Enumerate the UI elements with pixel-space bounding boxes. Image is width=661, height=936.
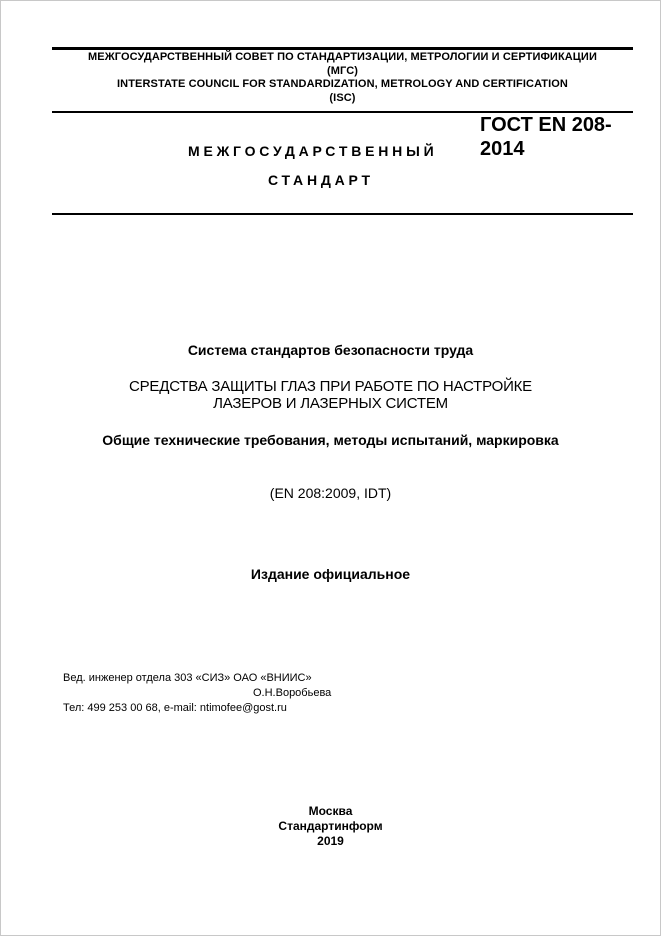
contact-note-line3: Тел: 499 253 00 68, e-mail: ntimofee@gost.ru (63, 702, 287, 714)
standard-type-line2: СТАНДАРТ (268, 172, 374, 188)
en-reference: (EN 208:2009, IDT) (269, 485, 392, 501)
imprint-publisher: Стандартинформ (278, 819, 383, 833)
imprint (0, 804, 661, 849)
standard-number-line1: ГОСТ EN 208- (480, 114, 612, 136)
lower-rule (52, 213, 633, 215)
standard-number (480, 113, 640, 161)
council-name-en: INTERSTATE COUNCIL FOR STANDARDIZATION, METROLOGY AND CERTIFICATION (117, 78, 568, 90)
council-abbr-en: (ISC) (329, 91, 356, 104)
top-rule (52, 47, 633, 50)
main-title-line1: СРЕДСТВА ЗАЩИТЫ ГЛАЗ ПРИ РАБОТЕ ПО НАСТРОЙКЕ (129, 378, 532, 395)
standard-type (188, 137, 437, 195)
contact-note-line2: О.Н.Воробьева (253, 687, 332, 699)
system-title: Система стандартов безопасности труда (187, 342, 474, 358)
imprint-year: 2019 (317, 834, 344, 848)
imprint-city: Москва (308, 804, 353, 818)
contact-note-line1: Вед. инженер отдела 303 «СИЗ» ОАО «ВНИИС» (63, 672, 312, 684)
council-header (52, 51, 633, 105)
contact-note (63, 671, 383, 716)
main-title-line2: ЛАЗЕРОВ И ЛАЗЕРНЫХ СИСТЕМ (213, 395, 448, 412)
council-abbr-ru: (МГС) (326, 64, 359, 77)
subtitle: Общие технические требования, методы испытаний, маркировка (102, 432, 559, 448)
standard-type-line1: МЕЖГОСУДАРСТВЕННЫЙ (188, 143, 438, 159)
council-name-ru: МЕЖГОСУДАРСТВЕННЫЙ СОВЕТ ПО СТАНДАРТИЗАЦИИ, МЕТРОЛОГИИ И СЕРТИФИКАЦИИ (88, 51, 597, 63)
main-title (0, 378, 661, 412)
edition-label: Издание официальное (250, 566, 411, 582)
standard-number-line2: 2014 (480, 138, 525, 160)
